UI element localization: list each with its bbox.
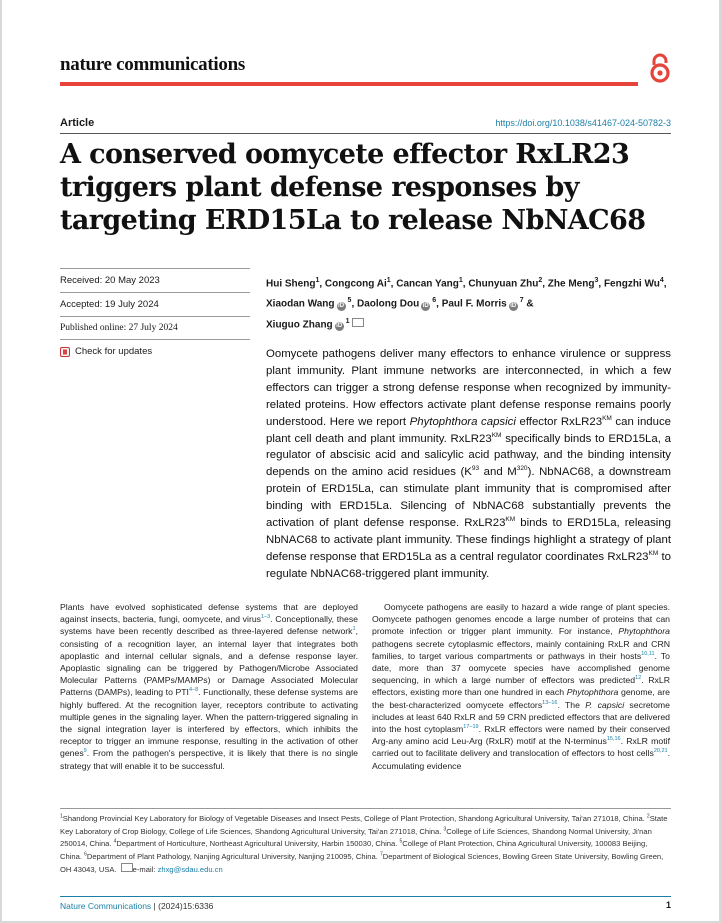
author[interactable]: Chunyuan Zhu [468, 278, 539, 290]
footer-rule [60, 896, 671, 897]
orcid-icon[interactable]: iD [336, 322, 343, 329]
article-type: Article [60, 117, 95, 129]
body-column-right [372, 601, 670, 772]
author[interactable]: Paul F. Morris [441, 298, 507, 310]
orcid-icon[interactable]: iD [338, 302, 345, 309]
body-text: . To date, more than 37 oomycete species have accomplished genome sequencing, in which a large number of effectors was predicted [372, 650, 670, 686]
reference-link[interactable]: 17–19 [463, 724, 479, 731]
reference-link[interactable]: 10,11 [641, 650, 655, 657]
reference-link[interactable]: 12 [635, 675, 642, 682]
check-updates-icon [60, 347, 70, 357]
article-rule [60, 133, 671, 134]
reference-link[interactable]: 1–3 [261, 614, 271, 621]
author[interactable]: Daolong Dou [357, 298, 420, 310]
affil-sup: 1 [315, 277, 320, 284]
species-name: Phytophthora [566, 687, 619, 698]
affiliation: Shandong Provincial Key Laboratory for Biology of Vegetable Diseases and Insect Pests, College of Plant Protection, Shandong Agricultural University, Tai'an 271018, China. [62, 814, 647, 823]
author[interactable]: Cancan Yang [396, 278, 459, 290]
body-text: . The [557, 699, 586, 710]
reference-link[interactable]: 15,16 [606, 736, 621, 743]
received-date: Received: 20 May 2023 [60, 275, 160, 286]
body-text: . Accumulating evidence [372, 748, 670, 771]
body-text: genome, are the best-characterized oomycete effectors [372, 687, 670, 710]
affil-number: 6 [84, 851, 87, 858]
body-text: Plants have evolved sophisticated defense systems that are deployed against insects, bacteria, fungi, oomycete, and virus [60, 602, 358, 625]
reference-link[interactable]: 1 [352, 626, 356, 633]
abstract-text: ). NbNAC68, a downstream protein of ERD15La, can stimulate plant immunity that is compromised after binding with ERD15La. Silencing of NbNAC68 substantially prevents the activation of plant defense response. RxLR23 [266, 466, 671, 530]
email-label: e-mail: [132, 865, 158, 875]
affil-sup: 5 [347, 297, 352, 305]
body-text: secretome includes at least 640 RxLR and 59 CRN predicted effectors that are delivered into the host cytoplasm [372, 699, 670, 735]
superscript: 93 [471, 465, 480, 473]
page-number: 1 [665, 900, 671, 910]
affiliations [60, 813, 671, 877]
affil-number: 1 [60, 813, 63, 820]
orcid-icon[interactable]: iD [422, 302, 429, 309]
check-updates-label: Check for updates [75, 346, 153, 357]
reference-link[interactable]: 4–8 [188, 687, 199, 694]
publication-dates [60, 268, 250, 363]
body-text: , consisting of a recognition layer, an internal layer that integrates both apoplastic and internal cellular signals, and a defense response layer. Apoplastic signaling can be triggered by Pathogen/Microbe Associated Molecular Patterns (PAMPs/MAMPs) or Damage Associated Molecular Patterns (DAMPs), leading to PTI [60, 626, 358, 698]
author[interactable]: Xiuguo Zhang [266, 318, 333, 330]
page-border-left [0, 0, 2, 923]
affil-sup: 4 [659, 277, 664, 284]
species-name: Phytophthora capsici [409, 415, 516, 428]
journal-name: nature communications [60, 54, 245, 75]
affil-number: 4 [113, 838, 117, 845]
superscript: 320 [516, 465, 528, 473]
author-list: Hui Sheng$^1$, Congcong Ai$^1$, Cancan Yang$^1$, Chunyuan Zhu$^2$, Zhe Meng$^3$, Fengzhi Wu$^4$, Xiaodan Wang $iD^5$, Daolong Dou $iD^6$, Paul F. Morris $iD^7$ & Xiuguo Zhang $iD^1$ [266, 277, 667, 330]
reference-link[interactable]: 9 [83, 748, 87, 755]
affiliation-rule [60, 808, 671, 809]
affil-number: 7 [379, 851, 383, 858]
mail-icon[interactable] [352, 318, 364, 327]
check-for-updates[interactable] [60, 340, 250, 363]
mail-icon [121, 863, 133, 872]
affil-sup: 1 [386, 277, 391, 284]
abstract-text: to regulate NbNAC68-triggered plant immunity. [266, 550, 671, 580]
abstract-text: specifically binds to ERD15La, a regulator of abscisic acid and salicylic acid pathway, and the binding intensity depends on the amino acid residues (K [266, 432, 671, 479]
header-rule [60, 82, 638, 86]
author[interactable]: Zhe Meng [547, 278, 595, 290]
affil-sup: 6 [432, 297, 437, 305]
superscript: KM [648, 550, 659, 558]
body-text: . RxLR motif carried out to facilitate delivery and translocation of effectors to host cells [372, 736, 670, 759]
body-column-left [60, 601, 358, 772]
author[interactable]: Hui Sheng [266, 278, 316, 290]
species-name: Phytophthora [618, 626, 670, 637]
affil-number: 5 [399, 838, 403, 845]
affil-sup: 2 [538, 277, 543, 284]
affiliation: College of Life Sciences, Shandong Normal University, Ji'nan 250014, China. [60, 826, 652, 849]
species-name: P. capsici [585, 699, 625, 710]
paper-title: A conserved oomycete effector RxLR23 triggers plant defense responses by targeting ERD15La to release NbNAC68 [60, 139, 646, 236]
body-text: Oomycete pathogens are easily to hazard a wide range of plant species. Oomycete pathogen genomes encode a large number of proteins that can promote infection or trigger plant immunity. For instance, [372, 602, 670, 637]
abstract-text: effector RxLR23 [515, 415, 603, 428]
body-text: . RxLR effectors, existing more than one hundred in each [372, 675, 670, 698]
accepted-date: Accepted: 19 July 2024 [60, 299, 159, 310]
affiliation: Department of Horticulture, Northeast Agricultural University, Harbin 150030, China. [116, 839, 400, 849]
affil-sup: 1 [458, 277, 463, 284]
open-access-icon [648, 52, 672, 84]
abstract-text: binds to ERD15La, releasing NbNAC68 to activate plant immunity. These findings highlight a strategy of plant defense response that ERD15La as a central regulator coordinates RxLR23 [266, 517, 671, 563]
abstract-text: Oomycete pathogens deliver many effectors to enhance virulence or suppress plant immunity. Plant immune networks are interconnected, in which a few effectors can trigger a strong defense response when recognized by immunity-related proteins. How effectors activate plant defense response remains poorly understood. Here we report [266, 348, 671, 428]
orcid-icon[interactable]: iD [510, 302, 517, 309]
superscript: KM [505, 516, 516, 524]
footer-journal[interactable]: Nature Communications [60, 901, 152, 911]
superscript: KM [602, 414, 612, 422]
affil-number: 2 [646, 813, 650, 820]
body-text: . Conceptionally, these systems have been recently described as three-layered defense network [60, 614, 358, 637]
affil-sup: 3 [594, 277, 599, 284]
published-date: Published online: 27 July 2024 [60, 323, 178, 333]
affiliation: College of Plant Protection, China Agricultural University, 100083 Beijing, China. [60, 839, 648, 861]
affiliation: Department of Biological Sciences, Bowling Green State University, Bowling Green, OH 43043, USA. [60, 851, 664, 875]
body-text: . Functionally, these defense systems are highly buffered. At the recognition layer, receptors contribute to activating multiple genes in the signaling layer. When the pattern-triggered signaling in the signal integration layer is interfered by effectors, which inhibits the receptor to trigger an immune response, resulting in the activation of other genes [60, 687, 359, 759]
author[interactable]: Fengzhi Wu [603, 278, 660, 290]
affil-sup: 1 [345, 317, 350, 325]
doi-link[interactable]: https://doi.org/10.1038/s41467-024-50782-3 [495, 118, 671, 128]
affiliation: State Key Laboratory of Crop Biology, College of Life Sciences, Shandong Agricultural University, Tai'an 271018, China. [60, 814, 668, 836]
abstract-text: can induce plant cell death and plant immunity. RxLR23 [266, 415, 671, 445]
email-link[interactable]: zhxg@sdau.edu.cn [157, 865, 223, 875]
footer-citation [60, 901, 213, 911]
author[interactable]: Xiaodan Wang [266, 298, 335, 310]
affiliation: Department of Plant Pathology, Nanjing Agricultural University, Nanjing 210095, China. [86, 851, 380, 861]
body-text: . From the pathogen's perspective, it is likely that there is no single strategy that will enable it to be successful. [60, 748, 358, 771]
abstract-text: and M [479, 466, 517, 479]
reference-link[interactable]: 13–16 [542, 699, 558, 706]
footer-volume: | (2024)15:6336 [151, 901, 214, 911]
reference-link[interactable]: 20,21 [653, 748, 668, 755]
body-text: pathogens secrete cytoplasmic effectors, mainly containing RxLR and CRN families, to target various compartments or pathways in their hosts [372, 638, 670, 661]
abstract [266, 346, 671, 583]
affil-sup: 7 [519, 297, 524, 305]
superscript: KM [491, 431, 502, 439]
body-text: . RxLR effectors were named by their conserved Arg-any amino acid Leu-Arg (RxLR) motif at the N-terminus [372, 724, 670, 747]
affil-number: 3 [443, 826, 447, 833]
ampersand: & [526, 298, 534, 310]
author[interactable]: Congcong Ai [324, 278, 387, 290]
